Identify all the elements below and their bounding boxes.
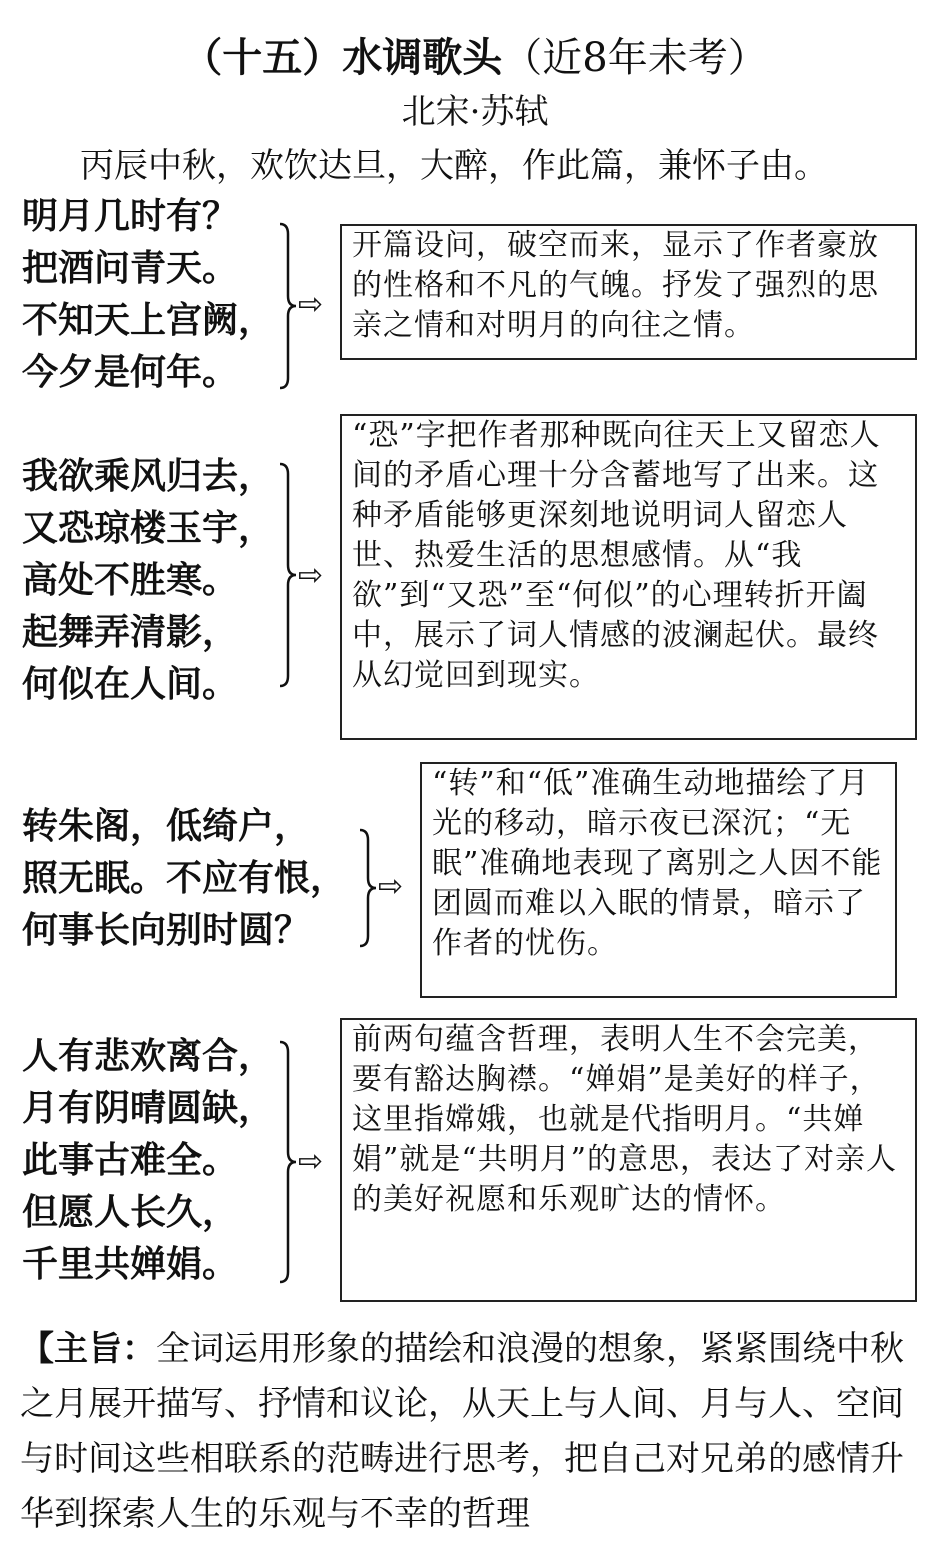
annotation-text: 前两句蕴含哲理，表明人生不会完美，要有豁达胸襟。“婵娟”是美好的样子，这里指嫦娥，也就是代指明月。“共婵娟”就是“共明月”的意思，表达了对亲人的美好祝愿和乐观旷达的情怀。 — [352, 1022, 898, 1217]
poem-line: 何事长向别时圆？ — [22, 909, 311, 951]
annotation-box-4 — [340, 1018, 917, 1302]
poem-line: 照无眠。不应有恨， — [22, 857, 347, 899]
poem-stanza-4 — [22, 1030, 274, 1290]
brace-icon — [276, 462, 298, 688]
poem-stanza-1 — [22, 190, 274, 398]
poem-line: 起舞弄清影， — [22, 611, 239, 653]
poem-line: 月有阴晴圆缺， — [22, 1087, 275, 1129]
summary-text: 全词运用形象的描绘和浪漫的想象，紧紧围绕中秋之月展开描写、抒情和议论，从天上与人间、月与人、空间与时间这些相联系的范畴进行思考，把自己对兄弟的感情升华到探索人生的乐观与不幸的哲理 — [20, 1329, 904, 1534]
annotation-box-1 — [340, 224, 917, 360]
poem-line: 今夕是何年。 — [22, 351, 239, 393]
poem-line: 此事古难全。 — [22, 1139, 239, 1181]
brace-icon — [276, 1040, 298, 1284]
brace-icon — [276, 222, 298, 390]
poem-line: 又恐琼楼玉宇， — [22, 507, 275, 549]
summary-paragraph — [20, 1322, 935, 1542]
poem-line: 把酒问青天。 — [22, 247, 239, 289]
summary-label: 【主旨： — [20, 1329, 156, 1369]
title-note: （近8年未考） — [502, 35, 768, 81]
annotation-box-3 — [420, 762, 897, 998]
annotation-box-2 — [340, 414, 917, 740]
author-line: 北宋·苏轼 — [401, 92, 549, 132]
brace-icon — [356, 828, 378, 948]
poem-line: 高处不胜寒。 — [22, 559, 239, 601]
poem-line: 千里共婵娟。 — [22, 1243, 239, 1285]
preface-line: 丙辰中秋，欢饮达旦，大醉，作此篇，兼怀子由。 — [80, 146, 828, 186]
page-title — [0, 34, 950, 82]
poem-stanza-3 — [22, 800, 346, 956]
title-main: （十五）水调歌头 — [182, 35, 503, 81]
poem-line: 人有悲欢离合， — [22, 1035, 275, 1077]
annotation-text: “转”和“低”准确生动地描绘了月光的移动，暗示夜已深沉；“无眠”准确地表现了离别之人因不能团圆而难以入眠的情景，暗示了作者的忧伤。 — [432, 766, 883, 961]
poem-stanza-2 — [22, 450, 274, 710]
poem-line: 我欲乘风归去， — [22, 455, 275, 497]
poem-line: 何似在人间。 — [22, 663, 239, 705]
arrow-right-icon: ⇨ — [298, 558, 324, 593]
poem-line: 不知天上宫阙， — [22, 299, 275, 341]
poem-line: 转朱阁，低绮户， — [22, 805, 311, 847]
arrow-right-icon: ⇨ — [298, 1144, 324, 1179]
annotation-text: “恐”字把作者那种既向往天上又留恋人间的矛盾心理十分含蓄地写了出来。这种矛盾能够更深刻地说明词人留恋人世、热爱生活的思想感情。从“我欲”到“又恐”至“何似”的心理转折开阖中，展示了词人情感的波澜起伏。最终从幻觉回到现实。 — [352, 418, 881, 693]
poem-line: 但愿人长久， — [22, 1191, 239, 1233]
arrow-right-icon: ⇨ — [378, 869, 404, 904]
annotation-text: 开篇设问，破空而来，显示了作者豪放的性格和不凡的气魄。抒发了强烈的思亲之情和对明月的向往之情。 — [352, 228, 879, 343]
arrow-right-icon: ⇨ — [298, 287, 324, 322]
poem-line: 明月几时有？ — [22, 195, 239, 237]
